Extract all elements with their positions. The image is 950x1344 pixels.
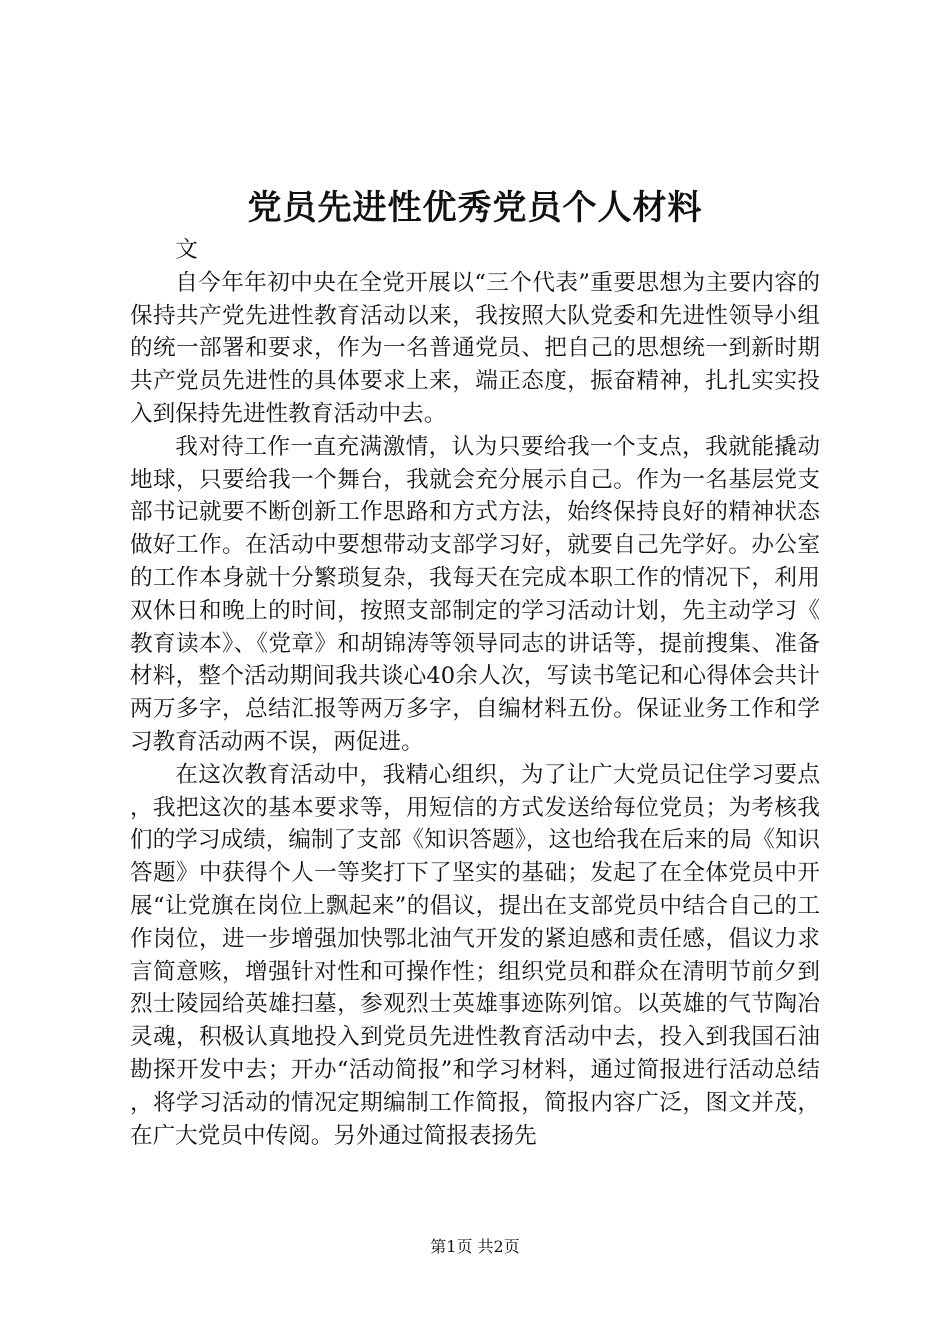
paragraph-1: 自今年年初中央在全党开展以“三个代表”重要思想为主要内容的保持共产党先进性教育活动以来，我按照大队党委和先进性领导小组的统一部署和要求，作为一名普通党员、把自己的思想统一到新时期共产党员先进性的具体要求上来，端正态度，振奋精神，扎扎实实投入到保持先进性教育活动中去。: [130, 269, 820, 427]
document-body: [130, 234, 820, 1152]
document-title: 党员先进性优秀党员个人材料: [247, 188, 703, 228]
page-number-footer: 第1页 共2页: [430, 1237, 520, 1256]
author-label: 文: [175, 237, 198, 263]
paragraph-2: 我对待工作一直充满激情，认为只要给我一个支点，我就能撬动地球，只要给我一个舞台，我就会充分展示自己。作为一名基层党支部书记就要不断创新工作思路和方式方法，始终保持良好的精神状态做好工作。在活动中要想带动支部学习好，就要自己先学好。办公室的工作本身就十分繁琐复杂，我每天在完成本职工作的情况下，利用双休日和晚上的时间，按照支部制定的学习活动计划，先主动学习《教育读本》、《党章》和胡锦涛等领导同志的讲话等，提前搜集、准备材料，整个活动期间我共谈心40余人次，写读书笔记和心得体会共计两万多字，总结汇报等两万多字，自编材料五份。保证业务工作和学习教育活动两不误，两促进。: [130, 433, 820, 755]
paragraph-3: 在这次教育活动中，我精心组织，为了让广大党员记住学习要点，我把这次的基本要求等，用短信的方式发送给每位党员；为考核我们的学习成绩，编制了支部《知识答题》，这也给我在后来的局《知识答题》中获得个人一等奖打下了坚实的基础；发起了在全体党员中开展“让党旗在岗位上飘起来”的倡议，提出在支部党员中结合自己的工作岗位，进一步增强加快鄂北油气开发的紧迫感和责任感，倡议力求言简意赅，增强针对性和可操作性；组织党员和群众在清明节前夕到烈士陵园给英雄扫墓，参观烈士英雄事迹陈列馆。以英雄的气节陶冶灵魂，积极认真地投入到党员先进性教育活动中去，投入到我国石油勘探开发中去；开办“活动简报”和学习材料，通过简报进行活动总结，将学习活动的情况定期编制工作简报，简报内容广泛，图文并茂，在广大党员中传阅。另外通过简报表扬先: [130, 761, 820, 1149]
